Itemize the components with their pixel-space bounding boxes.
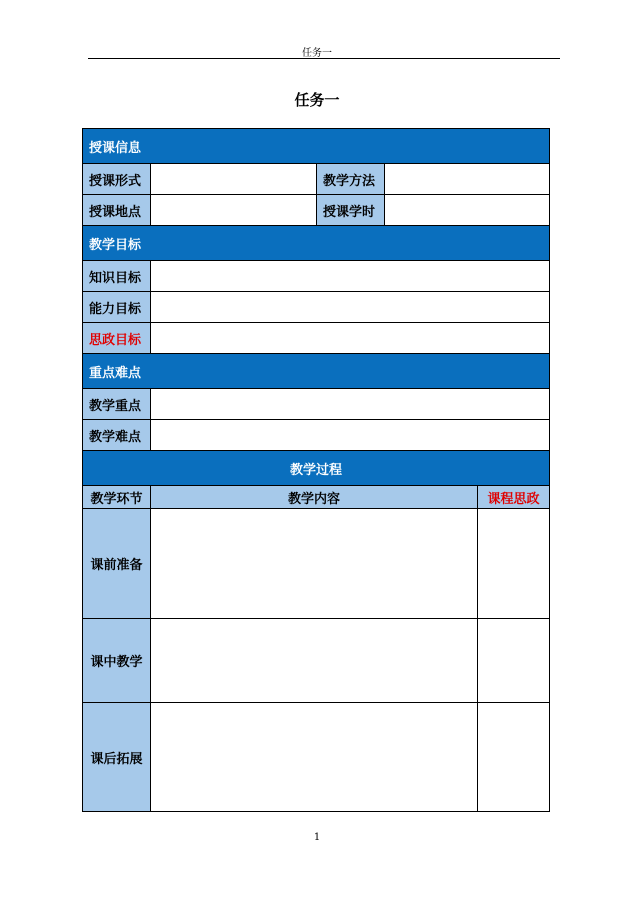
goal-row xyxy=(83,323,550,354)
goal-value-knowledge[interactable] xyxy=(151,261,550,292)
phase-content-during[interactable] xyxy=(151,619,478,703)
key-row xyxy=(83,420,550,451)
section-header-goals xyxy=(83,226,550,261)
goal-row xyxy=(83,292,550,323)
key-value-difficulty[interactable] xyxy=(151,420,550,451)
info-value-method[interactable] xyxy=(385,164,550,195)
phase-label-before: 课前准备 xyxy=(83,509,151,619)
info-value-hours[interactable] xyxy=(385,195,550,226)
phase-row xyxy=(83,703,550,812)
phase-ideology-after[interactable] xyxy=(478,703,550,812)
section-title-goals: 教学目标 xyxy=(83,226,550,261)
key-value-focus[interactable] xyxy=(151,389,550,420)
header-rule xyxy=(88,58,560,59)
info-row xyxy=(83,195,550,226)
info-label-format: 授课形式 xyxy=(83,164,151,195)
goal-label-knowledge: 知识目标 xyxy=(83,261,151,292)
process-header-phase: 教学环节 xyxy=(83,486,151,509)
page-header: 任务一 xyxy=(302,48,332,59)
key-label-difficulty: 教学难点 xyxy=(83,420,151,451)
section-title-info: 授课信息 xyxy=(83,129,550,164)
phase-ideology-during[interactable] xyxy=(478,619,550,703)
page-number: 1 xyxy=(313,832,321,843)
phase-row xyxy=(83,509,550,619)
info-row xyxy=(83,164,550,195)
document-title: 任务一 xyxy=(294,91,340,109)
goal-value-ideology[interactable] xyxy=(151,323,550,354)
phase-label-after: 课后拓展 xyxy=(83,703,151,812)
section-header-keypoints xyxy=(83,354,550,389)
info-label-location: 授课地点 xyxy=(83,195,151,226)
goal-label-ideology: 思政目标 xyxy=(83,323,151,354)
phase-ideology-before[interactable] xyxy=(478,509,550,619)
lesson-plan-table xyxy=(82,128,550,812)
key-row xyxy=(83,389,550,420)
process-header-ideology: 课程思政 xyxy=(478,486,550,509)
process-header-content: 教学内容 xyxy=(151,486,478,509)
phase-content-after[interactable] xyxy=(151,703,478,812)
phase-content-before[interactable] xyxy=(151,509,478,619)
section-title-process: 教学过程 xyxy=(83,451,550,486)
section-header-process xyxy=(83,451,550,486)
goal-label-ability: 能力目标 xyxy=(83,292,151,323)
info-value-location[interactable] xyxy=(151,195,317,226)
phase-row xyxy=(83,619,550,703)
phase-label-during: 课中教学 xyxy=(83,619,151,703)
info-label-hours: 授课学时 xyxy=(317,195,385,226)
info-label-method: 教学方法 xyxy=(317,164,385,195)
goal-row xyxy=(83,261,550,292)
key-label-focus: 教学重点 xyxy=(83,389,151,420)
process-header-row xyxy=(83,486,550,509)
goal-value-ability[interactable] xyxy=(151,292,550,323)
section-header-info xyxy=(83,129,550,164)
info-value-format[interactable] xyxy=(151,164,317,195)
section-title-keypoints: 重点难点 xyxy=(83,354,550,389)
